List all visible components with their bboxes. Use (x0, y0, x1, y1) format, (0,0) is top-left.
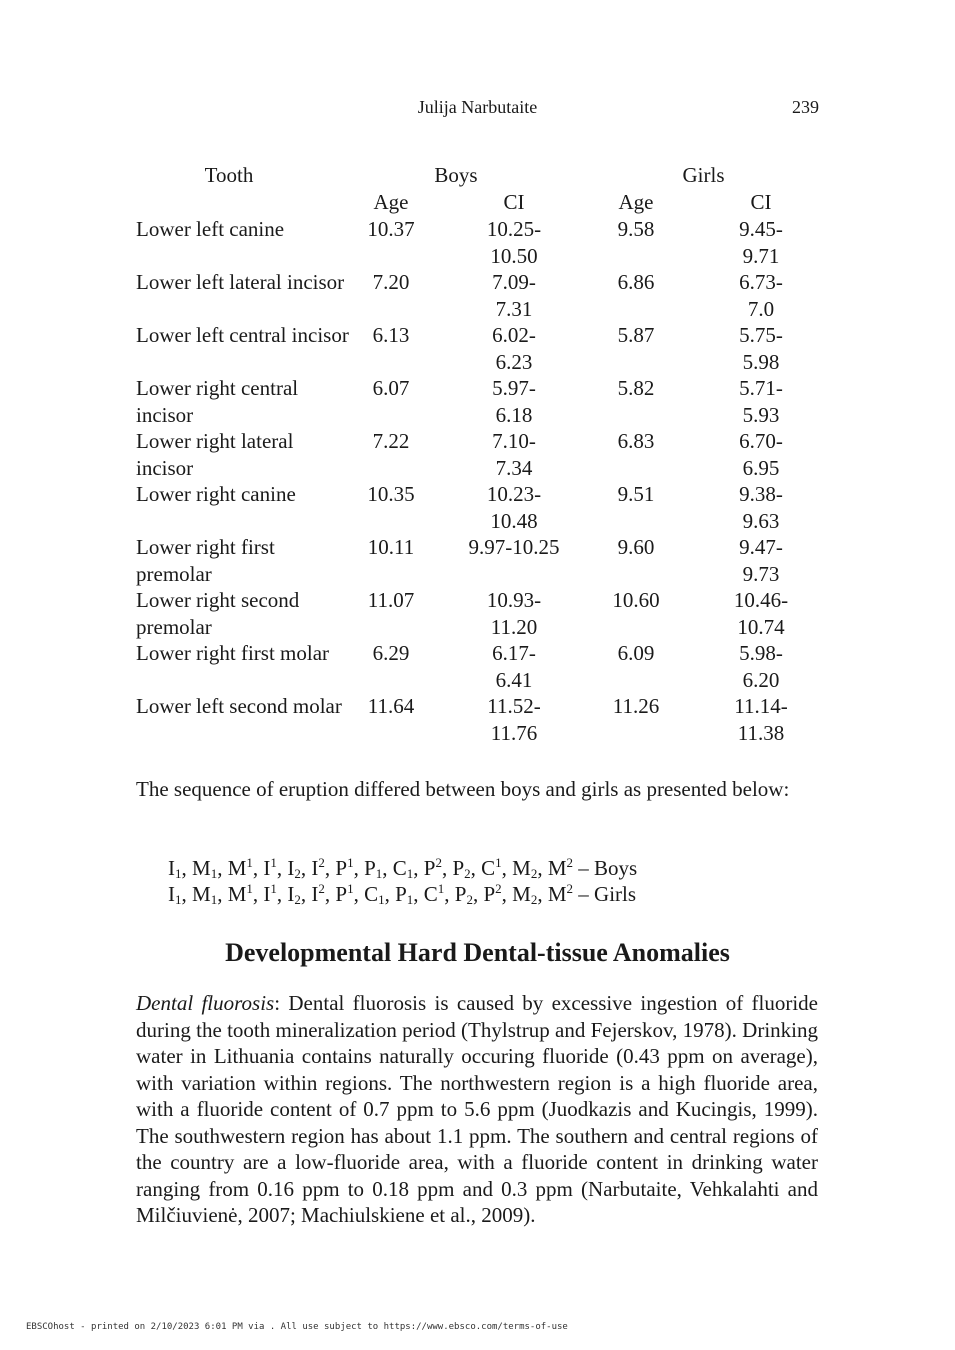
separator: , (252, 856, 264, 880)
tooth-superscript: 2 (318, 855, 325, 870)
tooth-letter: I (263, 882, 271, 906)
girls-age-cell: 9.60 (617, 535, 655, 559)
girls-age-cell: 6.86 (617, 270, 655, 294)
separator: , (413, 882, 424, 906)
tooth-notation (168, 856, 192, 880)
separator: , (181, 856, 192, 880)
fluorosis-paragraph (136, 990, 818, 1229)
tooth-subscript: 1 (406, 892, 414, 907)
boys-age-cell: 7.20 (372, 270, 410, 294)
boys-ci-cell (454, 534, 574, 561)
tooth-superscript: 2 (566, 855, 574, 870)
boys-ci-line: 6.41 (495, 667, 533, 692)
tooth-subscript: 1 (210, 866, 218, 881)
separator: , (300, 882, 312, 906)
table-row (136, 534, 826, 587)
tooth-name-cell: Lower right first molar (136, 641, 330, 665)
tooth-letter: I (168, 856, 175, 880)
fluorosis-term: Dental fluorosis (136, 991, 275, 1015)
tooth-letter: I (287, 856, 295, 880)
separator: , (276, 856, 288, 880)
table-row (136, 481, 826, 534)
girls-ci-line: 5.93 (742, 402, 780, 427)
boys-ci-line: 10.25- (486, 217, 542, 241)
boys-ci-line: 10.93- (486, 588, 542, 612)
separator: , (353, 882, 365, 906)
girls-ci-line: 6.73- (739, 270, 783, 294)
tooth-letter: M (192, 856, 211, 880)
boys-age-cell: 10.37 (367, 217, 415, 241)
boys-ci-cell (454, 322, 574, 375)
table-row (136, 640, 826, 693)
separator: , (472, 882, 484, 906)
tooth-notation (168, 882, 192, 906)
boys-age-cell: 11.07 (367, 588, 415, 612)
table-row (136, 375, 826, 428)
boys-ci-line: 11.20 (490, 614, 538, 639)
boys-ci-cell (454, 375, 574, 428)
tooth-notation (311, 856, 335, 880)
tooth-letter: M (512, 856, 531, 880)
separator: , (413, 856, 424, 880)
tooth-letter: M (547, 882, 567, 906)
tooth-notation (424, 882, 455, 906)
girls-ci-cell (716, 375, 806, 428)
sequence-girls-label: – Girls (578, 882, 637, 906)
tooth-name-cell: Lower left canine (136, 217, 285, 241)
separator: , (217, 856, 228, 880)
tooth-subscript: 1 (406, 866, 414, 881)
sequence-intro-paragraph: The sequence of eruption differed between boys and girls as presented below: (136, 777, 790, 801)
table-row (136, 693, 826, 746)
girls-ci-line: 7.0 (747, 296, 775, 321)
sequence-girls-items (168, 882, 578, 906)
boys-age-cell: 7.22 (372, 429, 410, 453)
tooth-subscript: 1 (375, 866, 383, 881)
tooth-name-cell: Lower right second premolar (136, 588, 300, 639)
girls-ci-line: 10.74 (737, 614, 785, 639)
running-head (0, 97, 955, 121)
girls-ci-line: 10.46- (733, 588, 789, 612)
boys-ci-line: 5.97- (492, 376, 536, 400)
tooth-letter: M (192, 882, 211, 906)
tooth-notation (287, 856, 311, 880)
tooth-notation (335, 856, 364, 880)
column-header-girls-age: Age (618, 190, 654, 214)
table-body (136, 216, 826, 746)
girls-ci-line: 9.38- (739, 482, 783, 506)
tooth-superscript: 1 (270, 881, 277, 896)
sequence-boys-label: – Boys (578, 856, 638, 880)
tooth-letter: I (311, 856, 319, 880)
separator: , (353, 856, 365, 880)
column-header-girls-ci: CI (750, 190, 772, 214)
tooth-subscript: 2 (464, 866, 471, 881)
tooth-notation (512, 856, 548, 880)
girls-ci-cell (716, 693, 806, 746)
tooth-notation (452, 856, 481, 880)
girls-age-cell: 10.60 (612, 588, 660, 612)
separator: , (324, 882, 336, 906)
table-row (136, 322, 826, 375)
girls-age-cell: 9.58 (617, 217, 655, 241)
girls-age-cell: 5.87 (617, 323, 655, 347)
girls-ci-line: 5.98- (739, 641, 783, 665)
girls-ci-line: 11.14- (734, 694, 788, 718)
boys-age-cell: 6.29 (372, 641, 410, 665)
separator: , (537, 856, 548, 880)
boys-age-cell: 10.11 (367, 535, 415, 559)
girls-age-cell: 5.82 (617, 376, 655, 400)
separator: , (444, 882, 455, 906)
column-header-tooth: Tooth (204, 163, 254, 187)
boys-ci-line: 11.52- (487, 694, 541, 718)
table-row (136, 269, 826, 322)
girls-ci-line: 5.75- (739, 323, 783, 347)
girls-ci-cell (716, 640, 806, 693)
tooth-notation (455, 882, 484, 906)
tooth-notation (393, 856, 424, 880)
tooth-letter: P (335, 882, 348, 906)
boys-ci-line: 10.48 (490, 508, 538, 533)
boys-age-cell: 6.13 (372, 323, 410, 347)
tooth-letter: P (395, 882, 407, 906)
tooth-notation (364, 856, 393, 880)
running-head-author: Julija Narbutaite (417, 97, 538, 117)
girls-ci-line: 9.47- (739, 535, 783, 559)
tooth-letter: M (227, 856, 247, 880)
tooth-letter: I (168, 882, 175, 906)
tooth-superscript: 1 (347, 881, 354, 896)
table-header-row (136, 162, 826, 189)
boys-ci-line: 11.76 (490, 720, 538, 745)
tooth-notation (481, 856, 512, 880)
boys-ci-line: 7.10- (492, 429, 536, 453)
tooth-letter: P (483, 882, 496, 906)
tooth-letter: P (423, 856, 436, 880)
girls-ci-line: 6.95 (742, 455, 780, 480)
tooth-notation (364, 882, 395, 906)
boys-age-cell: 11.64 (367, 694, 415, 718)
boys-ci-line: 6.23 (495, 349, 533, 374)
tooth-notation (263, 856, 287, 880)
girls-ci-line: 6.70- (739, 429, 783, 453)
girls-ci-line: 9.63 (742, 508, 780, 533)
tooth-letter: M (512, 882, 531, 906)
boys-age-cell: 6.07 (372, 376, 410, 400)
tooth-superscript: 1 (246, 855, 253, 870)
tooth-superscript: 2 (566, 881, 574, 896)
girls-ci-cell (716, 587, 806, 640)
tooth-superscript: 1 (270, 855, 277, 870)
tooth-subscript: 2 (530, 892, 538, 907)
eruption-sequence-boys (168, 855, 818, 881)
tooth-name-cell: Lower left lateral incisor (136, 270, 345, 294)
separator: , (181, 882, 192, 906)
tooth-letter: C (481, 856, 496, 880)
sequence-boys-items (168, 856, 578, 880)
boys-ci-line: 7.09- (492, 270, 536, 294)
tooth-subscript: 2 (294, 866, 301, 881)
girls-ci-line: 9.73 (742, 561, 780, 586)
girls-ci-line: 11.38 (737, 720, 785, 745)
separator: , (300, 856, 312, 880)
tooth-notation (192, 882, 228, 906)
tooth-letter: C (423, 882, 438, 906)
girls-ci-line: 9.45- (739, 217, 783, 241)
tooth-name-cell: Lower left central incisor (136, 323, 349, 347)
tooth-superscript: 1 (347, 855, 354, 870)
tooth-superscript: 2 (318, 881, 325, 896)
tooth-name-cell: Lower right central incisor (136, 376, 299, 427)
separator: , (441, 856, 453, 880)
tooth-notation (228, 856, 264, 880)
tooth-superscript: 2 (435, 855, 442, 870)
tooth-name-cell: Lower right lateral incisor (136, 429, 294, 480)
tooth-letter: M (227, 882, 247, 906)
tooth-letter: C (392, 856, 407, 880)
table-subheader-row (136, 189, 826, 216)
tooth-name-cell: Lower right canine (136, 482, 296, 506)
separator: , (252, 882, 264, 906)
tooth-notation (483, 882, 512, 906)
tooth-name-cell: Lower left second molar (136, 694, 342, 718)
girls-age-cell: 9.51 (617, 482, 655, 506)
separator: , (382, 856, 393, 880)
tooth-notation (228, 882, 264, 906)
section-heading: Developmental Hard Dental-tissue Anomalies (225, 938, 730, 967)
column-header-boys: Boys (434, 163, 478, 187)
tooth-letter: P (454, 882, 467, 906)
girls-ci-cell (716, 216, 806, 269)
girls-ci-cell (716, 428, 806, 481)
tooth-letter: P (452, 856, 465, 880)
separator: , (501, 882, 513, 906)
separator: , (217, 882, 228, 906)
tooth-subscript: 2 (294, 892, 301, 907)
table-row (136, 428, 826, 481)
tooth-notation (287, 882, 311, 906)
tooth-notation (263, 882, 287, 906)
table-row (136, 587, 826, 640)
tooth-name-cell: Lower right first premolar (136, 535, 275, 586)
girls-ci-cell (716, 534, 806, 587)
boys-ci-cell (454, 216, 574, 269)
boys-ci-line: 6.02- (492, 323, 536, 347)
boys-ci-line: 10.23- (486, 482, 542, 506)
separator: , (470, 856, 482, 880)
ebsco-footer: EBSCOhost - printed on 2/10/2023 6:01 PM via . All use subject to https://www.ebsco.com/terms-of-use (26, 1322, 568, 1332)
tooth-superscript: 1 (495, 855, 502, 870)
boys-ci-cell (454, 269, 574, 322)
column-header-boys-ci: CI (503, 190, 525, 214)
tooth-letter: P (335, 856, 348, 880)
fluorosis-text: : Dental fluorosis is caused by excessive ingestion of fluoride during the tooth mineralization period (Thylstrup and Fejerskov, 1978). Drinking water in Lithuania contains naturally occuring fluoride (0.43 ppm on average), with variation within regions. The northwestern region is a high fluoride area, with a fluoride content of 0.7 ppm to 5.6 ppm (Juodkazis and Kucingis, 1999). The southwestern region has about 1.1 ppm. The southern and central regions of the country are a low-fluoride area, with a fluoride content in drinking water ranging from 0.16 ppm to 0.18 ppm and 0.3 ppm (Narbutaite, Vehkalahti and Milčiuvienė, 2007; Machiulskiene et al., 2009). (136, 991, 818, 1227)
boys-ci-cell (454, 428, 574, 481)
separator: , (501, 856, 513, 880)
tooth-letter: M (547, 856, 567, 880)
tooth-notation (395, 882, 424, 906)
tooth-subscript: 1 (175, 892, 182, 907)
tooth-notation (548, 856, 578, 880)
girls-ci-line: 5.71- (739, 376, 783, 400)
tooth-superscript: 1 (246, 881, 253, 896)
girls-age-cell: 6.83 (617, 429, 655, 453)
girls-ci-line: 6.20 (742, 667, 780, 692)
boys-ci-line: 9.97-10.25 (468, 535, 560, 559)
tooth-notation (335, 882, 364, 906)
boys-age-cell: 10.35 (367, 482, 415, 506)
tooth-notation (424, 856, 453, 880)
girls-age-cell: 11.26 (612, 694, 660, 718)
tooth-subscript: 1 (378, 892, 385, 907)
girls-ci-cell (716, 269, 806, 322)
tooth-superscript: 1 (437, 881, 445, 896)
girls-ci-cell (716, 322, 806, 375)
eruption-age-table (136, 162, 826, 746)
page-number: 239 (792, 97, 819, 117)
tooth-letter: C (364, 882, 379, 906)
column-header-boys-age: Age (373, 190, 409, 214)
tooth-letter: P (364, 856, 376, 880)
boys-ci-cell (454, 587, 574, 640)
separator: , (537, 882, 548, 906)
boys-ci-line: 7.34 (495, 455, 533, 480)
tooth-notation (548, 882, 578, 906)
column-header-girls: Girls (682, 163, 725, 187)
boys-ci-line: 7.31 (495, 296, 533, 321)
tooth-letter: I (263, 856, 271, 880)
boys-ci-cell (454, 640, 574, 693)
girls-ci-line: 9.71 (742, 243, 780, 268)
tooth-letter: I (311, 882, 319, 906)
tooth-subscript: 2 (466, 892, 473, 907)
boys-ci-cell (454, 693, 574, 746)
boys-ci-line: 6.18 (495, 402, 533, 427)
eruption-sequence-girls (168, 881, 818, 907)
tooth-subscript: 1 (210, 892, 218, 907)
boys-ci-line: 6.17- (492, 641, 536, 665)
tooth-notation (512, 882, 548, 906)
tooth-subscript: 1 (175, 866, 182, 881)
tooth-notation (311, 882, 335, 906)
tooth-notation (192, 856, 228, 880)
separator: , (384, 882, 396, 906)
separator: , (276, 882, 288, 906)
girls-age-cell: 6.09 (617, 641, 655, 665)
girls-ci-cell (716, 481, 806, 534)
table-row (136, 216, 826, 269)
girls-ci-line: 5.98 (742, 349, 780, 374)
tooth-superscript: 2 (495, 881, 502, 896)
tooth-subscript: 2 (530, 866, 538, 881)
boys-ci-line: 10.50 (490, 243, 538, 268)
boys-ci-cell (454, 481, 574, 534)
tooth-letter: I (287, 882, 295, 906)
separator: , (324, 856, 336, 880)
